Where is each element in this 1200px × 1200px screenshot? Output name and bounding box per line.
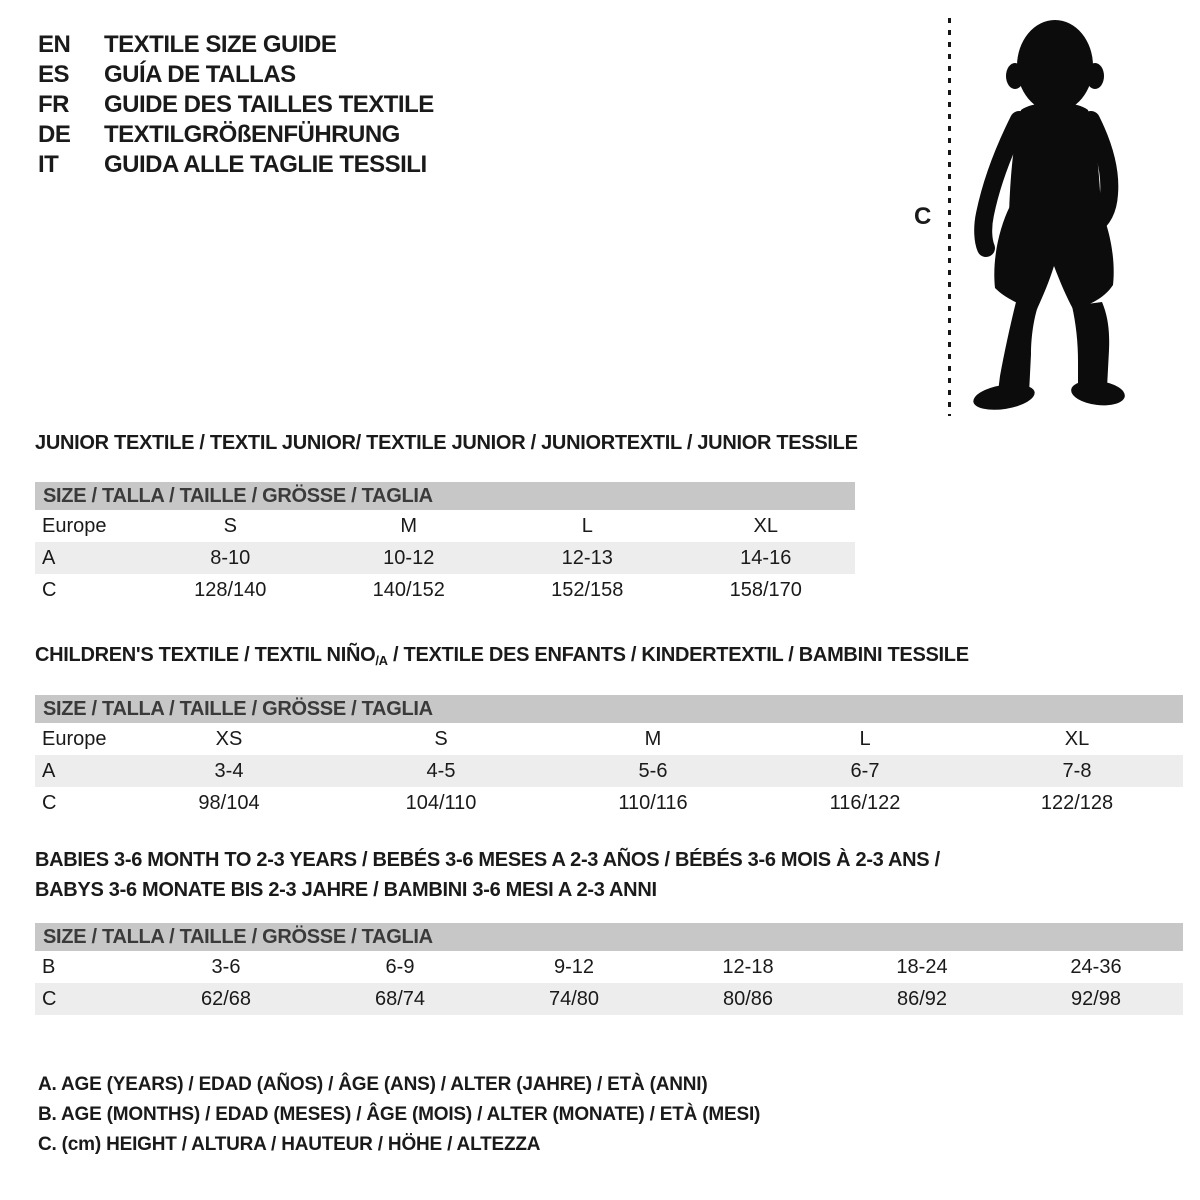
table-cell: 92/98 [1070,987,1122,1010]
table-row [35,755,1183,787]
language-title: TEXTILE SIZE GUIDE [104,31,337,58]
table-cell: 9-12 [553,955,595,978]
language-title: GUIDE DES TAILLES TEXTILE [104,91,434,118]
row-label: B [42,955,56,978]
language-row [38,60,434,90]
table-cell: 7-8 [1062,759,1092,782]
table-cell: 98/104 [198,791,260,814]
table-cell: XL [753,514,778,537]
table-cell: 86/92 [896,987,948,1010]
language-list [38,30,434,180]
language-row [38,90,434,120]
table-cell: 80/86 [722,987,774,1010]
table-cell: 110/116 [618,791,688,814]
size-header-bar: SIZE / TALLA / TAILLE / GRÖSSE / TAGLIA [35,482,855,510]
section-title-line: BABIES 3-6 MONTH TO 2-3 YEARS / BEBÉS 3-6 MESES A 2-3 AÑOS / BÉBÉS 3-6 MOIS À 2-3 ANS / [35,849,940,871]
table-cell: L [859,727,871,750]
table-cell: S [223,514,237,537]
language-title: GUÍA DE TALLAS [104,61,296,88]
legend-line: A. AGE (YEARS) / EDAD (AÑOS) / ÂGE (ANS) / ALTER (JAHRE) / ETÀ (ANNI) [38,1074,708,1095]
row-label: A [42,759,56,782]
row-label: Europe [42,514,107,537]
legend-line: C. (cm) HEIGHT / ALTURA / HAUTEUR / HÖHE / ALTEZZA [38,1134,541,1155]
language-code: ES [38,61,70,88]
table-row [35,951,1183,983]
table-row [35,723,1183,755]
table-row [35,983,1183,1015]
table-cell: 12-13 [561,546,613,569]
size-section-2 [35,845,1183,1015]
table-cell: 8-10 [210,546,251,569]
section-title-sub: /A [375,653,388,668]
table-cell: 14-16 [740,546,792,569]
language-code: DE [38,121,71,148]
table-cell: 3-6 [211,955,241,978]
size-section-0 [35,432,858,606]
toddler-silhouette-icon [958,14,1148,418]
language-code: IT [38,151,59,178]
language-row [38,150,434,180]
table-cell: 122/128 [1040,791,1114,814]
table-cell: L [581,514,593,537]
table-row [35,542,855,574]
table-cell: S [434,727,448,750]
measure-c-label: C [914,203,932,230]
section-title-line: BABYS 3-6 MONATE BIS 2-3 JAHRE / BAMBINI 3-6 MESI A 2-3 ANNI [35,879,657,901]
table-row [35,574,855,606]
row-label: Europe [42,727,107,750]
size-header-bar: SIZE / TALLA / TAILLE / GRÖSSE / TAGLIA [35,695,1183,723]
section-title-rest: / TEXTILE DES ENFANTS / KINDERTEXTIL / BAMBINI TESSILE [387,644,969,666]
table-cell: 140/152 [372,578,445,601]
table-cell: 4-5 [426,759,456,782]
row-label: A [42,546,56,569]
table-cell: 62/68 [200,987,252,1010]
table-cell: 6-7 [850,759,880,782]
table-cell: XL [1064,727,1090,750]
table-cell: 74/80 [548,987,600,1010]
table-cell: 128/140 [194,578,267,601]
table-cell: M [400,514,418,537]
row-label: C [42,791,57,814]
section-title [35,645,1183,671]
section-title: JUNIOR TEXTILE / TEXTIL JUNIOR/ TEXTILE JUNIOR / JUNIORTEXTIL / JUNIOR TESSILE [35,432,858,454]
language-code: FR [38,91,69,118]
language-title: TEXTILGRÖßENFÜHRUNG [104,121,400,148]
table-row [35,510,855,542]
size-header-bar: SIZE / TALLA / TAILLE / GRÖSSE / TAGLIA [35,923,1183,951]
section-title-main: CHILDREN'S TEXTILE / TEXTIL NIÑO [35,644,376,666]
table-cell: 5-6 [638,759,668,782]
table-cell: 152/158 [551,578,624,601]
language-code: EN [38,31,71,58]
table-cell: 68/74 [374,987,426,1010]
table-cell: 158/170 [729,578,802,601]
table-cell: M [644,727,662,750]
table-row [35,787,1183,819]
size-section-1 [35,645,1183,819]
table-cell: 3-4 [214,759,244,782]
language-title: GUIDA ALLE TAGLIE TESSILI [104,151,427,178]
row-label: C [42,578,57,601]
legend-line: B. AGE (MONTHS) / EDAD (MESES) / ÂGE (MOIS) / ALTER (MONATE) / ETÀ (MESI) [38,1104,761,1125]
table-cell: 10-12 [383,546,435,569]
language-row [38,120,434,150]
table-cell: 104/110 [405,791,477,814]
table-cell: 18-24 [896,955,948,978]
measurement-legend [38,1070,760,1160]
section-title [35,845,1183,905]
language-row [38,30,434,60]
table-cell: XS [215,727,243,750]
table-cell: 6-9 [385,955,415,978]
height-measure-figure [900,0,1160,430]
table-cell: 116/122 [829,791,901,814]
dashed-measure-line [948,18,951,416]
table-cell: 12-18 [722,955,774,978]
table-cell: 24-36 [1070,955,1122,978]
row-label: C [42,987,57,1010]
